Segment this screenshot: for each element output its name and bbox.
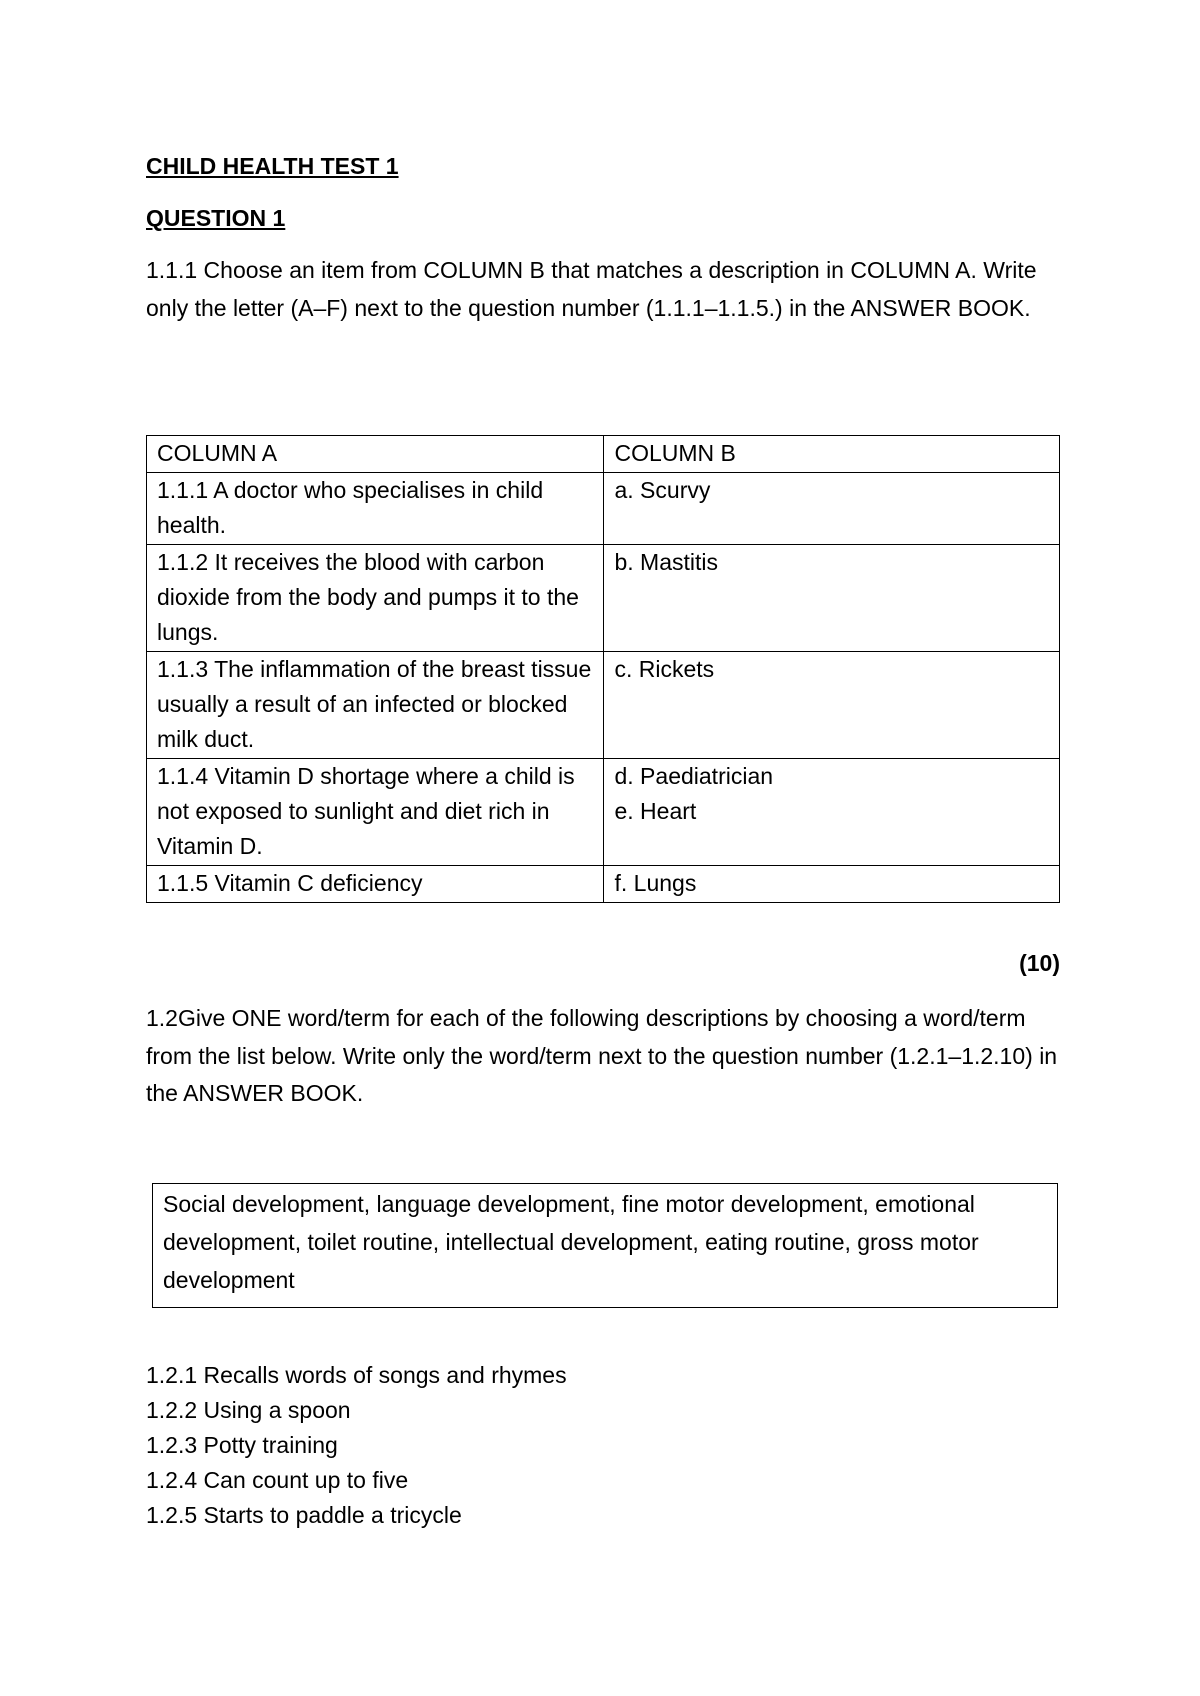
column-a-cell: 1.1.4 Vitamin D shortage where a child is not exposed to sunlight and diet rich in Vitamin D. <box>147 759 604 866</box>
table-row <box>147 545 1060 652</box>
marks-total: (10) <box>1019 950 1060 976</box>
word-list-box: Social development, language development, fine motor development, emotional development, toilet routine, intellectual development, eating routine, gross motor development <box>152 1183 1058 1308</box>
column-b-option: d. Paediatrician <box>614 763 774 789</box>
list-item: 1.2.3 Potty training <box>146 1432 338 1458</box>
column-a-cell: 1.1.3 The inflammation of the breast tissue usually a result of an infected or blocked milk duct. <box>147 652 604 759</box>
column-b-header: COLUMN B <box>604 436 1060 473</box>
table-row <box>147 759 1060 866</box>
q1-1-instruction: 1.1.1 Choose an item from COLUMN B that matches a description in COLUMN A. Write only the letter (A–F) next to the question number (1.1.1–1.1.5.) in the ANSWER BOOK. <box>146 257 1037 321</box>
table-row <box>147 473 1060 545</box>
list-item: 1.2.2 Using a spoon <box>146 1397 351 1423</box>
matching-table <box>146 435 1060 903</box>
q1-2-instruction: 1.2Give ONE word/term for each of the following descriptions by choosing a word/term from the list below. Write only the word/term next to the question number (1.2.1–1.2.10) in the ANSWER BOOK. <box>146 1005 1058 1106</box>
table-row <box>147 866 1060 903</box>
column-a-cell: 1.1.2 It receives the blood with carbon dioxide from the body and pumps it to the lungs. <box>147 545 604 652</box>
column-b-cell: c. Rickets <box>604 652 1060 759</box>
list-item: 1.2.4 Can count up to five <box>146 1467 409 1493</box>
column-b-cell: f. Lungs <box>604 866 1060 903</box>
column-b-cell: a. Scurvy <box>604 473 1060 545</box>
list-item: 1.2.1 Recalls words of songs and rhymes <box>146 1362 567 1388</box>
column-a-header: COLUMN A <box>147 436 604 473</box>
table-row <box>147 652 1060 759</box>
column-b-cell: b. Mastitis <box>604 545 1060 652</box>
list-item: 1.2.5 Starts to paddle a tricycle <box>146 1502 462 1528</box>
table-header-row <box>147 436 1060 473</box>
column-a-cell: 1.1.5 Vitamin C deficiency <box>147 866 604 903</box>
q1-2-item-list <box>146 1358 567 1533</box>
column-b-option: e. Heart <box>614 798 697 824</box>
question-heading: QUESTION 1 <box>146 205 286 231</box>
test-title: CHILD HEALTH TEST 1 <box>146 153 399 179</box>
column-b-cell <box>604 759 1060 866</box>
column-a-cell: 1.1.1 A doctor who specialises in child health. <box>147 473 604 545</box>
